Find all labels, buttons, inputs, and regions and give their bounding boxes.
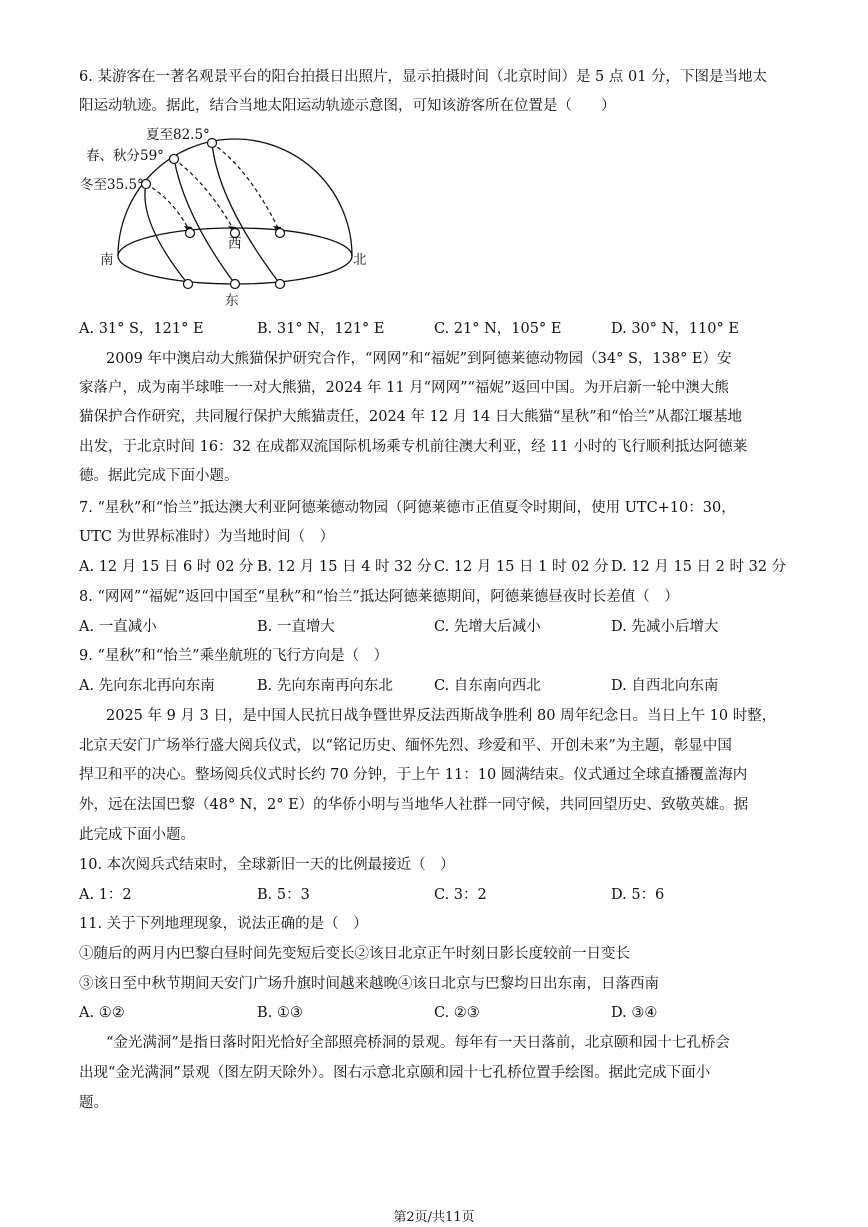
q10-stem: 10. 本次阅兵式结束时，全球新旧一天的比例最接近（ ） <box>79 857 455 873</box>
passage3-line-2: 出现“金光满洞”景观（图左阴天除外）。图右示意北京颐和园十七孔桥位置手绘图。据此完成下面小 <box>79 1065 711 1081</box>
summer-sunset-point <box>276 229 285 238</box>
q7-option-d[interactable]: D. 12 月 15 日 2 时 32 分 <box>611 559 787 575</box>
q9-option-d[interactable]: D. 自西北向东南 <box>611 678 719 694</box>
passage1-line-2: 家落户，成为南半球唯一一对大熊猫，2024 年 11 月“网网”“福妮”返回中国。为开启新一轮中澳大熊 <box>79 380 729 396</box>
q11-option-a[interactable]: A. ①② <box>79 1005 125 1021</box>
q11-statements-line-2: ③该日至中秋节期间天安门广场升旗时间越来越晚④该日北京与巴黎均日出东南，日落西南 <box>79 976 659 992</box>
q9-option-c[interactable]: C. 自东南向西北 <box>434 678 541 694</box>
page-number-footer: 第2页/共11页 <box>393 1210 475 1225</box>
q6-option-b[interactable]: B. 31° N，121° E <box>257 321 385 337</box>
q6-stem-line-1: 6. 某游客在一著名观景平台的阳台拍摄日出照片，显示拍摄时间（北京时间）是 5 点 01 分，下图是当地太 <box>79 69 768 85</box>
q6-option-a[interactable]: A. 31° S，121° E <box>79 321 204 337</box>
q10-option-a[interactable]: A. 1：2 <box>79 887 132 903</box>
q11-option-d[interactable]: D. ③④ <box>611 1005 658 1021</box>
passage3-line-1: “金光满洞”是指日落时阳光恰好全部照亮桥洞的景观。每年有一天日落前，北京颐和园十七孔桥会 <box>106 1035 730 1051</box>
passage2-line-4: 外，远在法国巴黎（48° N，2° E）的华侨小明与当地华人社群一同守候，共同回望历史、致敬英雄。据 <box>79 797 749 813</box>
q11-statements-line-1: ①随后的两月内巴黎白昼时间先变短后变长②该日北京正午时刻日影长度较前一日变长 <box>79 946 630 962</box>
summer-sunrise-point <box>276 280 285 289</box>
winter-sun-path <box>145 184 188 284</box>
north-label: 北 <box>353 252 367 268</box>
q7-stem-line-1: 7. “星秋”和“怡兰”抵达澳大利亚阿德莱德动物园（阿德莱德市正值夏令时期间，使用 UTC+10：30， <box>79 500 736 516</box>
summer-sunset-dashed-path <box>212 143 280 232</box>
q8-option-b[interactable]: B. 一直增大 <box>257 619 335 635</box>
q8-stem: 8. “网网”“福妮”返回中国至“星秋”和“怡兰”抵达阿德莱德期间，阿德莱德昼夜时长差值（ ） <box>79 589 679 605</box>
west-label: 西 <box>228 236 242 252</box>
winter-sunset-point <box>186 229 195 238</box>
q8-option-d[interactable]: D. 先减小后增大 <box>611 619 719 635</box>
passage2-line-5: 此完成下面小题。 <box>79 827 195 843</box>
south-label: 南 <box>100 252 114 268</box>
q10-option-c[interactable]: C. 3：2 <box>434 887 487 903</box>
q9-stem: 9. “星秋”和“怡兰”乘坐航班的飞行方向是（ ） <box>79 648 389 664</box>
q8-option-a[interactable]: A. 一直减小 <box>79 619 157 635</box>
q6-option-d[interactable]: D. 30° N，110° E <box>611 321 739 337</box>
passage2-line-1: 2025 年 9 月 3 日，是中国人民抗日战争暨世界反法西斯战争胜利 80 周年纪念日。当日上午 10 时整， <box>106 708 777 724</box>
passage3-line-3: 题。 <box>79 1095 108 1111</box>
equinox-sunrise-point <box>231 280 240 289</box>
q11-option-c[interactable]: C. ②③ <box>434 1005 480 1021</box>
q9-option-b[interactable]: B. 先向东南再向东北 <box>257 678 393 694</box>
equinox-label: 春、秋分59° <box>86 148 164 164</box>
q7-option-c[interactable]: C. 12 月 15 日 1 时 02 分 <box>434 559 609 575</box>
q7-option-b[interactable]: B. 12 月 15 日 4 时 32 分 <box>257 559 432 575</box>
equinox-sun-path <box>174 159 235 284</box>
q8-option-c[interactable]: C. 先增大后减小 <box>434 619 541 635</box>
passage1-line-4: 出发，于北京时间 16：32 在成都双流国际机场乘专机前往澳大利亚，经 11 小时的飞行顺利抵达阿德莱 <box>79 439 748 455</box>
winter-sunrise-point <box>184 280 193 289</box>
passage1-line-1: 2009 年中澳启动大熊猫保护研究合作，“网网”和“福妮”到阿德莱德动物园（34° S，138° E）安 <box>106 351 732 367</box>
sun-path-diagram <box>70 122 380 310</box>
summer-solstice-label: 夏至82.5° <box>146 127 210 143</box>
passage2-line-2: 北京天安门广场举行盛大阅兵仪式，以“铭记历史、缅怀先烈、珍爱和平、开创未来”为主题，彰显中国 <box>79 738 732 754</box>
winter-solstice-label: 冬至35.5° <box>80 177 144 193</box>
passage1-line-3: 猫保护合作研究，共同履行保护大熊猫责任，2024 年 12 月 14 日大熊猫“星秋”和“怡兰”从都江堰基地 <box>79 409 742 425</box>
q10-option-d[interactable]: D. 5：6 <box>611 887 665 903</box>
passage1-line-5: 德。据此完成下面小题。 <box>79 468 239 484</box>
q11-stem: 11. 关于下列地理现象，说法正确的是（ ） <box>79 916 368 932</box>
q7-option-a[interactable]: A. 12 月 15 日 6 时 02 分 <box>79 559 254 575</box>
q10-option-b[interactable]: B. 5：3 <box>257 887 310 903</box>
q7-stem-line-2: UTC 为世界标准时）为当地时间（ ） <box>79 529 335 545</box>
q6-option-c[interactable]: C. 21° N，105° E <box>434 321 562 337</box>
equinox-noon-point <box>170 155 179 164</box>
q9-option-a[interactable]: A. 先向东北再向东南 <box>79 678 215 694</box>
q11-option-b[interactable]: B. ①③ <box>257 1005 303 1021</box>
east-label: 东 <box>225 293 239 309</box>
q6-stem-line-2: 阳运动轨迹。据此，结合当地太阳运动轨迹示意图，可知该游客所在位置是（ ） <box>79 98 616 114</box>
passage2-line-3: 捍卫和平的决心。整场阅兵仪式时长约 70 分钟，于上午 11：10 圆满结束。仪式通过全球直播覆盖海内 <box>79 767 748 783</box>
